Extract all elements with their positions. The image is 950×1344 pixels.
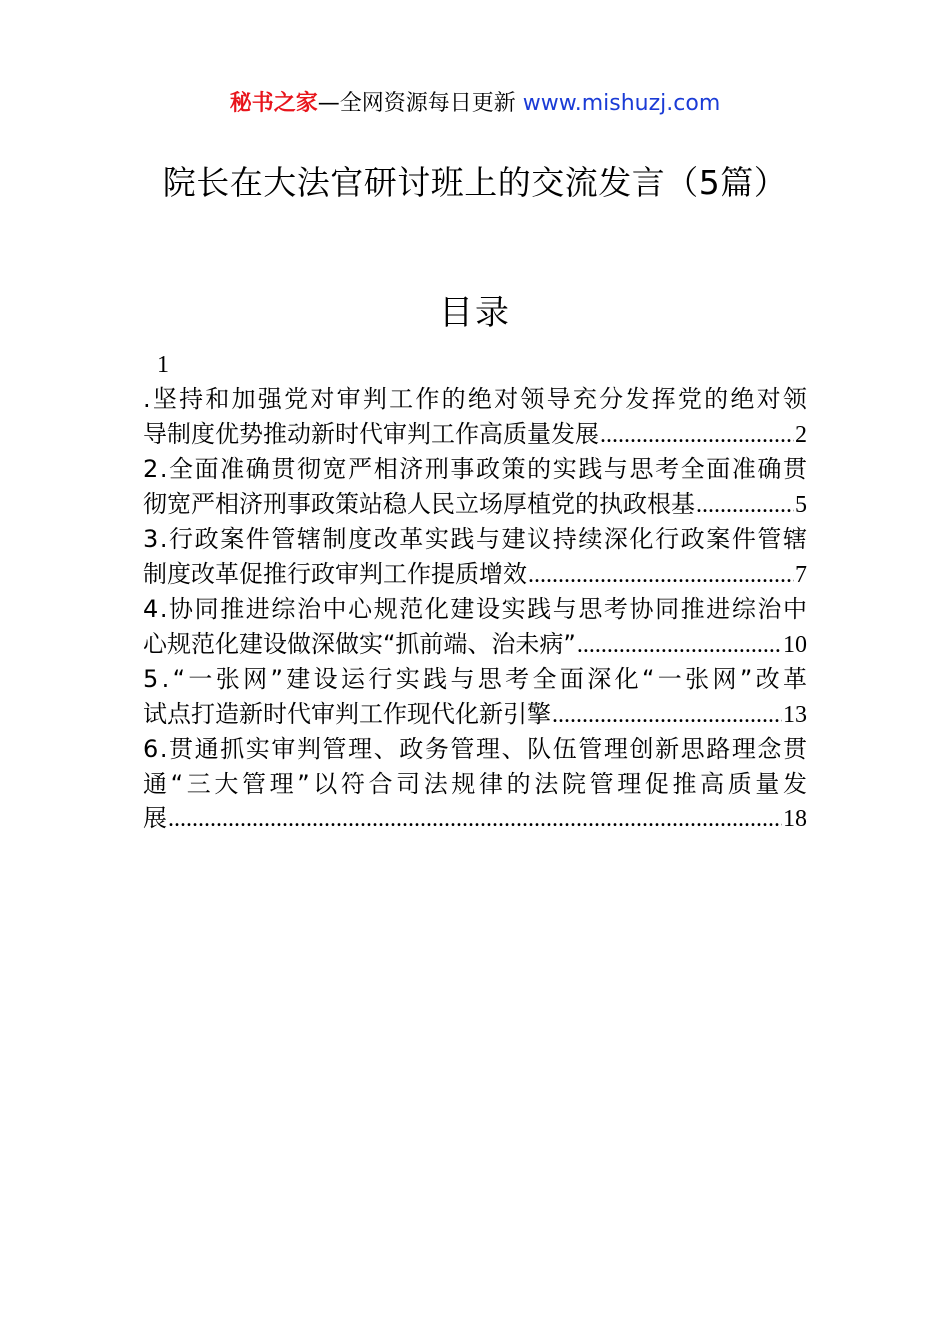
toc-heading: 目录 <box>439 293 511 333</box>
toc-entry-text: 制度改革促推行政审判工作提质增效 <box>143 559 527 588</box>
toc-entry-line <box>143 382 810 417</box>
toc-entry-text: 2.全面准确贯彻宽严相济刑事政策的实践与思考全面准确贯 <box>143 455 809 483</box>
toc-entry-line <box>143 627 807 663</box>
toc-entry-2[interactable] <box>143 452 807 522</box>
toc-entry-text: 3.行政案件管辖制度改革实践与建议持续深化行政案件管辖 <box>143 525 809 553</box>
toc-entry-line <box>143 697 807 733</box>
toc-entry-3[interactable] <box>143 522 807 592</box>
toc-entry-line <box>143 662 811 697</box>
toc-page-number: 5 <box>795 491 807 518</box>
toc-leader-dots <box>577 628 782 663</box>
toc-entry-line <box>143 522 807 557</box>
toc-entry-line <box>143 417 807 453</box>
toc-entry-line <box>143 592 807 627</box>
toc-page-number: 7 <box>795 561 807 588</box>
toc-entry-4[interactable] <box>143 592 807 662</box>
toc-entry-line <box>143 732 807 767</box>
toc-entry-line <box>143 452 807 487</box>
toc-leader-dots <box>696 488 794 523</box>
toc-leader-dots <box>552 698 782 733</box>
toc-entry-line <box>143 487 807 523</box>
site-url-link[interactable]: www.mishuzj.com <box>522 91 721 116</box>
site-brand: 秘书之家 <box>229 91 318 116</box>
site-tagline: —全网资源每日更新 <box>317 91 516 116</box>
toc-entry-text: 彻宽严相济刑事政策站稳人民立场厚植党的执政根基 <box>143 489 695 518</box>
toc-entry-text: 导制度优势推动新时代审判工作高质量发展 <box>143 419 599 448</box>
toc-leader-dots <box>528 558 794 593</box>
toc-entry-text: .坚持和加强党对审判工作的绝对领导充分发挥党的绝对领 <box>143 385 810 413</box>
toc-page-number: 10 <box>783 631 807 658</box>
toc-entry-text: 6.贯通抓实审判管理、政务管理、队伍管理创新思路理念贯 <box>143 735 809 763</box>
toc-page-number: 18 <box>783 806 807 832</box>
toc-entry-line <box>143 767 811 802</box>
toc-entry-1[interactable] <box>143 382 810 452</box>
toc-page-number: 13 <box>783 701 807 728</box>
toc-entry-text: 试点打造新时代审判工作现代化新引擎 <box>143 699 551 728</box>
toc-lead-number: 1 <box>157 352 169 378</box>
toc-leader-dots <box>168 802 782 837</box>
toc-entry-5[interactable] <box>143 662 811 732</box>
toc-entry-text: 5.“一张网”建设运行实践与思考全面深化“一张网”改革 <box>143 665 811 693</box>
toc-entry-text: 展 <box>143 804 167 832</box>
toc-page-number: 2 <box>795 421 807 448</box>
toc-entry-line <box>143 801 807 837</box>
toc-entry-line <box>143 557 807 593</box>
document-title: 院长在大法官研讨班上的交流发言（5篇） <box>162 163 788 202</box>
toc-entry-6[interactable] <box>143 732 811 837</box>
toc-entry-text: 4.协同推进综治中心规范化建设实践与思考协同推进综治中 <box>143 595 809 623</box>
toc-entry-text: 通“三大管理”以符合司法规律的法院管理促推高质量发 <box>143 769 811 798</box>
table-of-contents <box>143 382 811 837</box>
toc-entry-text: 心规范化建设做深做实“抓前端、治未病” <box>143 629 576 658</box>
toc-leader-dots <box>600 418 794 453</box>
site-header <box>0 88 950 120</box>
